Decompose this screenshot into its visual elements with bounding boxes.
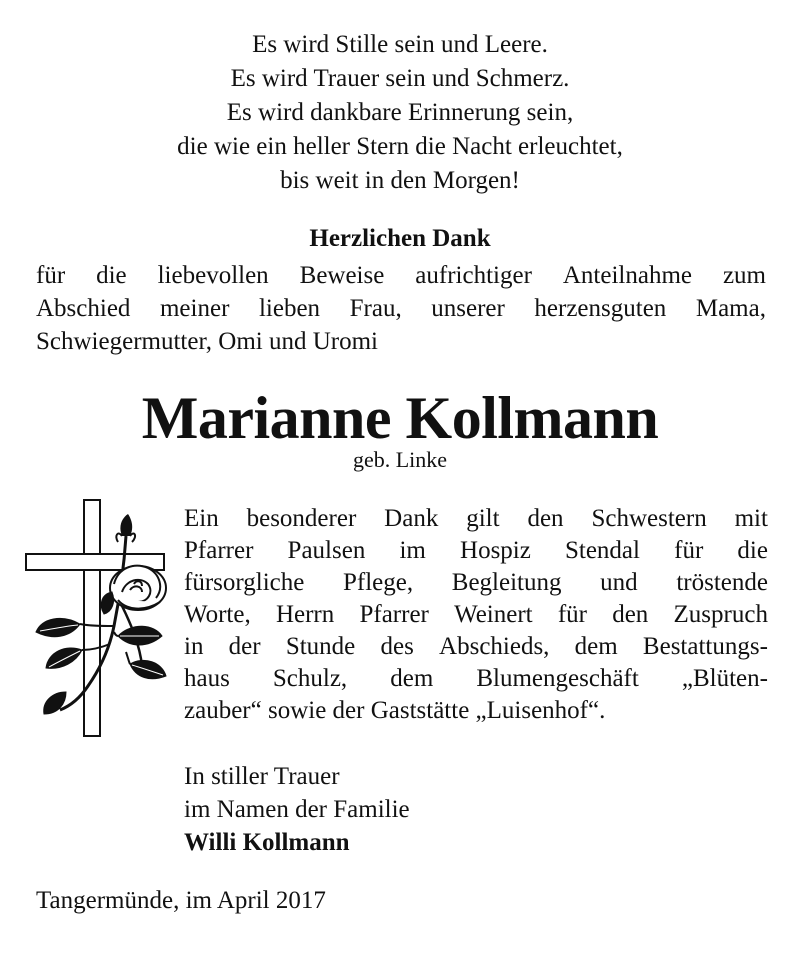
thanks-intro-line: Schwiegermutter, Omi und Uromi [36,328,378,355]
poem-line: Es wird dankbare Erinnerung sein, [226,99,574,126]
birth-name: geb. Linke [352,447,448,472]
special-thanks [184,503,768,727]
special-thanks-line: Ein besonderer Dank gilt den Schwestern mit [184,505,768,532]
deceased-name: Marianne Kollmann [141,385,659,451]
special-thanks-line: in der Stunde des Abschieds, dem Bestattungs- [184,633,768,660]
thanks-intro-line: für die liebevollen Beweise aufrichtiger Anteilnahme zum [36,262,766,289]
signature-line: im Namen der Familie [184,796,410,823]
special-thanks-line: haus Schulz, dem Blumengeschäft „Blüten- [184,665,768,692]
signature-block [184,760,410,859]
thanks-intro [36,259,766,358]
place-and-date: Tangermünde, im April 2017 [36,887,326,914]
poem-line: bis weit in den Morgen! [280,167,520,194]
thanks-heading: Herzlichen Dank [309,225,491,252]
special-thanks-line: zauber“ sowie der Gaststätte „Luisenhof“. [184,697,606,724]
signature-line: In stiller Trauer [184,763,340,790]
poem-line: die wie ein heller Stern die Nacht erleuchtet, [177,133,623,160]
special-thanks-line: fürsorgliche Pflege, Begleitung und tröstende [184,569,768,596]
poem-line: Es wird Stille sein und Leere. [252,31,548,58]
poem-line: Es wird Trauer sein und Schmerz. [230,65,570,92]
special-thanks-line: Pfarrer Paulsen im Hospiz Stendal für die [184,537,768,564]
poem [0,28,800,198]
signatory-name: Willi Kollmann [184,829,350,856]
cross-with-rose-icon [22,496,170,744]
special-thanks-line: Worte, Herrn Pfarrer Weinert für den Zuspruch [184,601,768,628]
thanks-intro-line: Abschied meiner lieben Frau, unserer herzensguten Mama, [36,295,766,322]
